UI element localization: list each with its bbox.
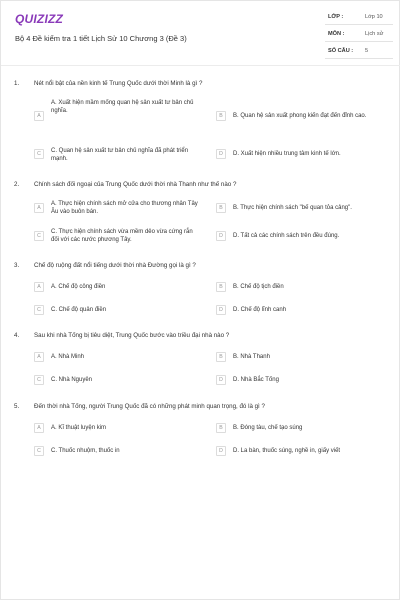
question-text: Chế độ ruộng đất nổi tiếng dưới thời nhà Đường gọi là gì ? [34, 262, 196, 269]
option-letter-box: C [34, 305, 44, 315]
header-divider [1, 65, 400, 66]
quizizz-logo: QUIZIZZ [15, 12, 64, 26]
option-text: A. Xuất hiện mầm mống quan hệ sản xuất tư bản chủ nghĩa. [51, 100, 194, 115]
option-letter-box: A [34, 203, 44, 213]
question-text: Đến thời nhà Tống, người Trung Quốc đã có những phát minh quan trọng, đó là gì ? [34, 403, 265, 410]
option-text: D. Chế độ lĩnh canh [233, 307, 287, 313]
question-number: 5. [14, 403, 20, 410]
option-letter-box: B [216, 111, 226, 121]
option-letter-box: A [34, 352, 44, 362]
option-text: A. Chế độ công điền [51, 284, 106, 290]
question-number: 1. [14, 80, 20, 87]
option-text: C. Nhà Nguyên [51, 377, 93, 383]
question-number: 2. [14, 181, 20, 188]
option-text: D. La bàn, thuốc súng, nghề in, giấy viết [233, 448, 341, 454]
option-letter-box: A [34, 423, 44, 433]
meta-label: MÔN : [328, 31, 345, 37]
option-letter-box: C [34, 375, 44, 385]
question-text: Nét nổi bật của nền kinh tế Trung Quốc dưới thời Minh là gì ? [34, 80, 203, 87]
option-text: C. Thực hiện chính sách vừa mềm dẻo vừa cứng rắn đối với các nước phương Tây. [51, 229, 193, 244]
meta-value: Lớp 10 [365, 14, 383, 20]
worksheet-header [1, 1, 400, 67]
meta-value: 5 [365, 48, 369, 54]
option-letter-box: C [34, 149, 44, 159]
option-text: A. Kĩ thuật luyện kim [51, 425, 107, 431]
option-letter-box: B [216, 282, 226, 292]
meta-row-subject [325, 26, 393, 42]
meta-row-count [325, 43, 393, 59]
option-letter-box: C [34, 446, 44, 456]
option-letter-box: D [216, 149, 226, 159]
option-letter-box: B [216, 203, 226, 213]
option-letter-box: B [216, 352, 226, 362]
question-text: Chính sách đối ngoại của Trung Quốc dưới thời nhà Thanh như thế nào ? [34, 181, 237, 188]
option-letter-box: D [216, 446, 226, 456]
question-number: 3. [14, 262, 20, 269]
option-text: B. Đóng tàu, chế tạo súng [233, 425, 303, 431]
option-text: C. Thuốc nhuộm, thuốc in [51, 448, 120, 454]
worksheet-meta [325, 9, 393, 59]
meta-row-class [325, 9, 393, 25]
option-text: D. Xuất hiện nhiều trung tâm kinh tế lớn. [233, 151, 341, 157]
option-text: B. Thực hiện chính sách "bế quan tỏa cảng". [233, 205, 352, 211]
option-text: A. Thực hiện chính sách mở cửa cho thương nhân Tây Âu vào buôn bán. [51, 201, 198, 216]
meta-value: Lịch sử [365, 31, 384, 37]
option-text: B. Quan hệ sản xuất phong kiến đạt đến đỉnh cao. [233, 113, 367, 119]
option-letter-box: A [34, 111, 44, 121]
worksheet-title: Bộ 4 Đề kiểm tra 1 tiết Lịch Sử 10 Chương 3 (Đề 3) [15, 34, 187, 43]
option-letter-box: A [34, 282, 44, 292]
meta-label: SỐ CÂU : [328, 48, 354, 54]
option-text: B. Chế độ tịch điền [233, 284, 284, 290]
option-text: D. Nhà Bắc Tống [233, 377, 279, 383]
option-letter-box: D [216, 305, 226, 315]
option-letter-box: D [216, 375, 226, 385]
option-text: D. Tất cả các chính sách trên đều đúng. [233, 233, 340, 239]
option-text: C. Chế độ quân điền [51, 307, 107, 313]
option-text: C. Quan hệ sản xuất tư bản chủ nghĩa đã phát triển mạnh. [51, 148, 189, 163]
option-letter-box: B [216, 423, 226, 433]
question-number: 4. [14, 332, 20, 339]
option-letter-box: D [216, 231, 226, 241]
option-letter-box: C [34, 231, 44, 241]
option-text: A. Nhà Minh [51, 354, 85, 360]
question-text: Sau khi nhà Tống bị tiêu diệt, Trung Quốc bước vào triều đại nhà nào ? [34, 332, 230, 339]
meta-label: LỚP : [328, 14, 344, 20]
option-text: B. Nhà Thanh [233, 354, 270, 360]
